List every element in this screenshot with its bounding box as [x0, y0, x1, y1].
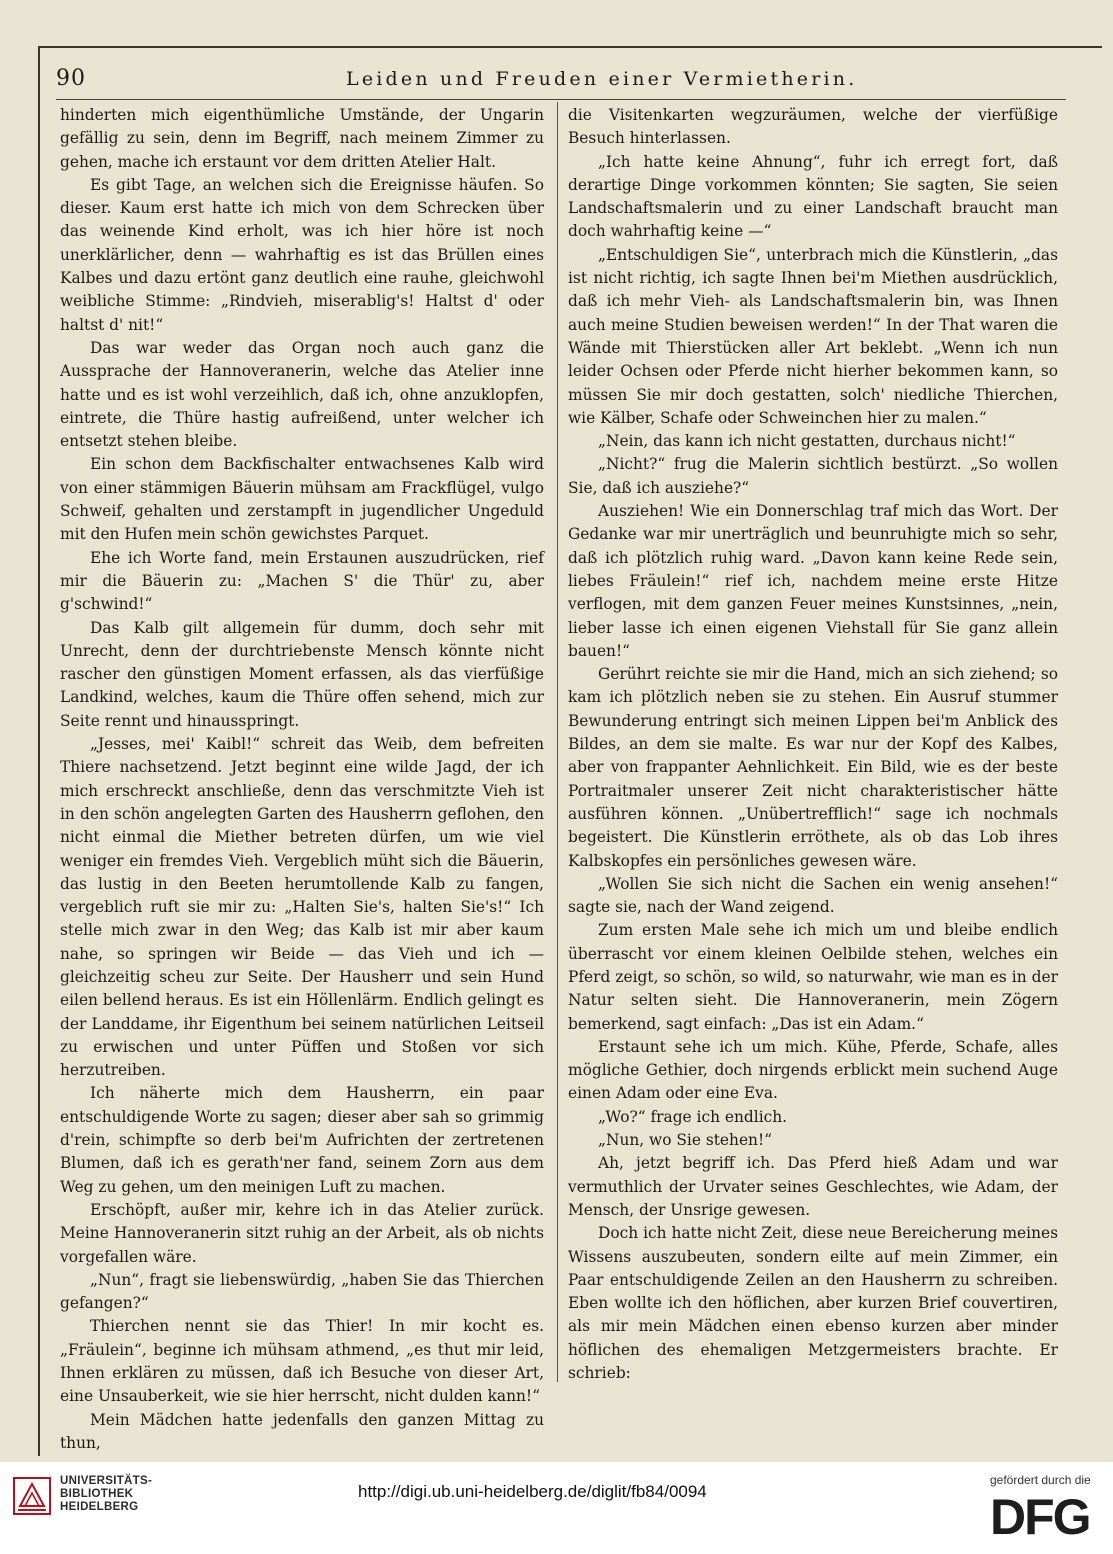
paragraph: „Nun“, fragt sie liebenswürdig, „haben Sie das Thierchen gefangen?“	[60, 1270, 544, 1313]
dfg-logo[interactable]	[990, 1492, 1098, 1538]
paragraph: Mein Mädchen hatte jedenfalls den ganzen Mittag zu thun,	[60, 1410, 544, 1452]
page-frame-top	[38, 46, 1102, 48]
paragraph: Gerührt reichte sie mir die Hand, mich an sich ziehend; so kam ich plötzlich neben sie zu stehen. Ein Ausruf stummer Bewunderung entringt sich meinen Lippen bei'm Anblick des Bildes, an dem sie malte. Es war nur der Kopf des Kalbes, aber von frappanter Aehnlichkeit. Ein Bild, wie es der beste Portraitmaler unserer Zeit nicht charakteristischer hätte ausführen können. „Unübertrefflich!“ sage ich nochmals begeistert. Die Künstlerin erröthete, als ob das Lob ihres Kalbskopfes ein persönliches gewesen wäre.	[568, 665, 1058, 870]
paragraph: Zum ersten Male sehe ich mich um und bleibe endlich überrascht vor einem kleinen Oelbilde stehen, welches ein Pferd zeigt, so schön, so wild, so naturwahr, wie man es in der Natur selten sieht. Die Hannoveranerin, mein Zögern bemerkend, sagt einfach: „Das ist ein Adam.“	[568, 921, 1058, 1033]
right-column	[568, 104, 1058, 1385]
university-seal-icon[interactable]	[12, 1476, 52, 1516]
page-number: 90	[56, 66, 86, 91]
paragraph: „Entschuldigen Sie“, unterbrach mich die Künstlerin, „das ist nicht richtig, ich sagte Ihnen bei'm Miethen ausdrücklich, daß ich mehr Vieh- als Landschaftsmalerin bin, was Ihnen auch meine Studien beweisen werden!“ In der That waren die Wände mit Thierstücken aller Art beklebt. „Wenn ich nun leider Ochsen oder Pferde nicht hierher bekommen kann, so müssen Sie mir doch gestatten, solch' niedliche Thierchen, wie Kälber, Schafe oder Schweinchen hier zu malen.“	[568, 245, 1058, 427]
paragraph: „Nicht?“ frug die Malerin sichtlich bestürzt. „So wollen Sie, daß ich ausziehe?“	[568, 455, 1058, 497]
page-header	[56, 64, 1086, 96]
paragraph: Das war weder das Organ noch auch ganz die Aussprache der Hannoveranerin, welche das Atelier inne hatte und es ist wohl verzeihlich, daß ich, ohne anzuklopfen, eintrete, die Thüre hastig aufreißend, unter welcher ich entsetzt stehen bleibe.	[60, 338, 544, 451]
university-library-name[interactable]	[60, 1475, 152, 1514]
institution-line: UNIVERSITÄTS-	[60, 1475, 153, 1487]
institution-line: BIBLIOTHEK	[60, 1488, 134, 1500]
paragraph: hinderten mich eigenthümliche Umstände, der Ungarin gefällig zu sein, denn im Begriff, nach meinem Zimmer zu gehen, mache ich erstaunt vor dem dritten Atelier Halt.	[60, 106, 544, 171]
paragraph: die Visitenkarten wegzuräumen, welche der vierfüßige Besuch hinterlassen.	[568, 106, 1058, 148]
page-frame-left	[38, 46, 40, 1456]
paragraph: Ein schon dem Backfischalter entwachsenes Kalb wird von einer stämmigen Bäuerin mühsam am Frackflügel, vulgo Schweif, gehalten und zerstampft in jugendlicher Ungeduld mit den Hufen mein schön gewichstes Parquet.	[60, 455, 544, 544]
column-divider	[557, 102, 558, 1382]
paragraph: Thierchen nennt sie das Thier! In mir kocht es. „Fräulein“, beginne ich mühsam athmend, „es thut mir leid, Ihnen erklären zu müssen, daß ich Besuche von dieser Art, eine Unsauberkeit, wie sie hier herrscht, nicht dulden kann!“	[60, 1317, 544, 1406]
paragraph: Ehe ich Worte fand, mein Erstaunen auszudrücken, rief mir die Bäuerin zu: „Machen S' die Thür' zu, aber g'schwind!“	[60, 548, 544, 614]
paragraph: Erstaunt sehe ich um mich. Kühe, Pferde, Schafe, alles mögliche Gethier, doch nirgends erblickt mein suchend Auge einen Adam oder eine Eva.	[568, 1037, 1058, 1103]
dfg-logo-text: DFG	[990, 1492, 1090, 1538]
paragraph: Erschöpft, außer mir, kehre ich in das Atelier zurück. Meine Hannoveranerin sitzt ruhig an der Arbeit, als ob nichts vorgefallen wäre.	[60, 1200, 544, 1266]
paragraph: Ausziehen! Wie ein Donnerschlag traf mich das Wort. Der Gedanke war mir unerträglich und beunruhigte mich so sehr, daß ich plötzlich ruhig ward. „Davon kann keine Rede sein, liebes Fräulein!“ rief ich, nachdem meine erste Hitze verflogen, mit dem ganzen Feuer meines Kunstsinnes, „nein, lieber lasse ich einen eigenen Viehstall für Sie ganz allein bauen!“	[568, 502, 1058, 660]
paragraph: Das Kalb gilt allgemein für dumm, doch sehr mit Unrecht, denn der durchtriebenste Mensch könnte nicht rascher den günstigen Moment erfassen, als das vierfüßige Landkind, welches, kaum die Thüre offen sehend, mich zur Seite rennt und hinausspringt.	[60, 618, 544, 730]
paragraph: „Jesses, mei' Kaibl!“ schreit das Weib, dem befreiten Thiere nachsetzend. Jetzt beginnt eine wilde Jagd, der ich mich erschreckt anschließe, denn das verschmitzte Vieh ist in den schön angelegten Garten des Hausherrn geflohen, den nicht einmal die Miether betreten dürfen, um wie viel weniger ein fremdes Vieh. Vergeblich müht sich die Bäuerin, das lustig in den Beeten herumtollende Kalb zu fangen, vergeblich ruft sie mir zu: „Halten Sie's, halten Sie's!“ Ich stelle mich zwar in den Weg; das Kalb ist mir aber kaum nahe, so springen wir Beide — das Vieh und ich — gleichzeitig scheu zur Seite. Der Hausherr und sein Hund eilen bellend heraus. Es ist ein Höllenlärm. Endlich gelingt es der Landdame, ihr Eigenthum bei seinem natürlichen Leitseil zu erwischen und unter Püffen und Stoßen vor sich herzutreiben.	[60, 735, 544, 1080]
header-rule	[56, 99, 1066, 100]
permalink-url[interactable]: http://digi.ub.uni-heidelberg.de/diglit/fb84/0094	[358, 1482, 707, 1501]
running-title: Leiden und Freuden einer Vermietherin.	[346, 68, 858, 90]
institution-line: HEIDELBERG	[60, 1501, 139, 1513]
paragraph: Es gibt Tage, an welchen sich die Ereignisse häufen. So dieser. Kaum erst hatte ich mich von dem Schrecken über das weinende Kind erholt, was ich hier höre ist noch unerklärlicher, denn — wahrhaftig es ist das Brüllen eines Kalbes und dazu ertönt ganz deutlich eine rauhe, gleichwohl weibliche Stimme: „Rindvieh, miserablig's! Haltst d' oder haltst d' nit!“	[60, 175, 544, 334]
paragraph: „Wollen Sie sich nicht die Sachen ein wenig ansehen!“ sagte sie, nach der Wand zeigend.	[568, 874, 1058, 917]
left-column	[60, 104, 544, 1455]
paragraph: „Nein, das kann ich nicht gestatten, durchaus nicht!“	[598, 432, 1016, 451]
paragraph: „Ich hatte keine Ahnung“, fuhr ich erregt fort, daß derartige Dinge vorkommen könnten; Sie sagten, Sie seien Landschaftsmalerin und zu einer Landschaft braucht man doch wahrhaftig keine —“	[568, 152, 1058, 241]
funded-by-label: gefördert durch die	[990, 1473, 1091, 1487]
paragraph: Ah, jetzt begriff ich. Das Pferd hieß Adam und war vermuthlich der Urvater seines Geschlechtes, wie Adam, der Mensch, der Unsrige gewesen.	[568, 1154, 1058, 1219]
digitization-footer	[0, 1462, 1113, 1554]
paragraph: Doch ich hatte nicht Zeit, diese neue Bereicherung meines Wissens auszubeuten, sondern eilte auf mein Zimmer, ein Paar entschuldigende Zeilen an den Hausherrn zu schreiben. Eben wollte ich den höflichen, aber kurzen Brief couvertiren, als mir mein Mädchen einen ebenso kurzen aber minder höflichen des ehemaligen Metzgermeisters brachte. Er schrieb:	[568, 1224, 1058, 1383]
paragraph: „Wo?“ frage ich endlich.	[598, 1107, 788, 1126]
paragraph: „Nun, wo Sie stehen!“	[598, 1131, 773, 1150]
paragraph: Ich näherte mich dem Hausherrn, ein paar entschuldigende Worte zu sagen; dieser aber sah so grimmig d'rein, schimpfte so derb bei'm Aufrichten der zertretenen Blumen, daß ich es gerath'ner fand, seinem Zorn aus dem Weg zu gehen, um den meinigen Luft zu machen.	[60, 1084, 544, 1196]
